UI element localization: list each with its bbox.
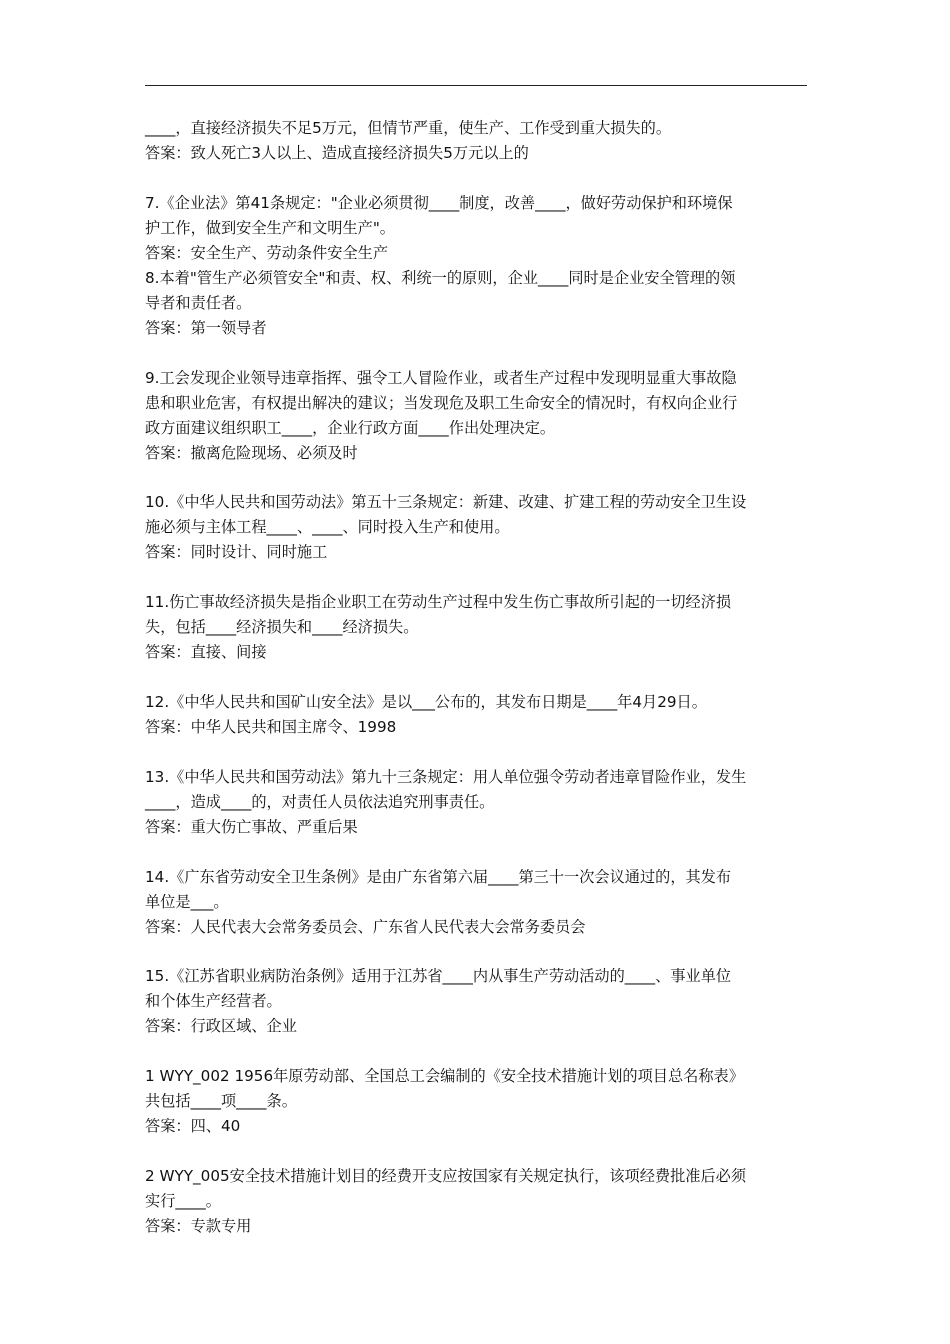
question-10-line-2: 施必须与主体工程____、____、同时投入生产和使用。: [145, 518, 510, 537]
question-8-line-2: 导者和责任者。: [145, 293, 252, 312]
paragraph-gap: [145, 1139, 807, 1164]
question-wyy005-line-2: 实行____。: [145, 1191, 221, 1210]
question-7-line-1: 7.《企业法》第41条规定："企业必须贯彻____制度，改善____，做好劳动保护和环境保: [145, 193, 733, 212]
paragraph-gap: [145, 341, 807, 366]
question-9-line-2: 患和职业危害，有权提出解决的建议；当发现危及职工生命安全的情况时，有权向企业行: [145, 393, 738, 412]
question-11-line-2: 失，包括____经济损失和____经济损失。: [145, 618, 419, 637]
question-12: 12.《中华人民共和国矿山安全法》是以___公布的，其发布日期是____年4月29日。: [145, 692, 707, 711]
document-body: [145, 116, 807, 1239]
question-13-line-2: ____，造成____的，对责任人员依法追究刑事责任。: [145, 792, 495, 811]
answer-15: 答案：行政区域、企业: [145, 1017, 297, 1036]
answer-line: 答案：致人死亡3人以上、造成直接经济损失5万元以上的: [145, 144, 529, 162]
question-10-line-1: 10.《中华人民共和国劳动法》第五十三条规定：新建、改建、扩建工程的劳动安全卫生设: [145, 493, 747, 512]
answer-wyy005: 答案：专款专用: [145, 1216, 252, 1235]
paragraph-gap: [145, 1039, 807, 1064]
paragraph-gap: [145, 665, 807, 690]
question-13-line-1: 13.《中华人民共和国劳动法》第九十三条规定：用人单位强令劳动者违章冒险作业，发生: [145, 767, 747, 786]
paragraph-gap: [145, 740, 807, 765]
question-7-line-2: 护工作，做到安全生产和文明生产"。: [145, 218, 395, 237]
text-line: ____，直接经济损失不足5万元，但情节严重，使生产、工作受到重大损失的。: [145, 119, 672, 137]
question-14-line-1: 14.《广东省劳动安全卫生条例》是由广东省第六届____第三十一次会议通过的，其发布: [145, 867, 732, 886]
question-15-line-2: 和个体生产经营者。: [145, 992, 282, 1011]
paragraph-gap: [145, 466, 807, 491]
question-11-line-1: 11.伤亡事故经济损失是指企业职工在劳动生产过程中发生伤亡事故所引起的一切经济损: [145, 593, 732, 612]
question-15-line-1: 15.《江苏省职业病防治条例》适用于江苏省____内从事生产劳动活动的____、事业单位: [145, 967, 732, 986]
answer-13: 答案：重大伤亡事故、严重后果: [145, 817, 358, 836]
answer-9: 答案：撤离危险现场、必须及时: [145, 443, 358, 462]
question-wyy002-line-1: 1 WYY_002 1956年原劳动部、全国总工会编制的《安全技术措施计划的项目总名称表》: [145, 1067, 744, 1086]
question-14-line-2: 单位是___。: [145, 892, 229, 911]
question-9-line-3: 政方面建议组织职工____，企业行政方面____作出处理决定。: [145, 418, 556, 437]
paragraph-gap: [145, 840, 807, 865]
question-wyy002-line-2: 共包括____项____条。: [145, 1092, 297, 1111]
question-9-line-1: 9.工会发现企业领导违章指挥、强令工人冒险作业，或者生产过程中发现明显重大事故隐: [145, 368, 737, 387]
answer-7: 答案：安全生产、劳动条件安全生产: [145, 243, 388, 262]
paragraph-gap: [145, 166, 807, 191]
answer-11: 答案：直接、间接: [145, 643, 267, 662]
question-8-line-1: 8.本着"管生产必须管安全"和责、权、利统一的原则，企业____同时是企业安全管理的领: [145, 268, 736, 287]
paragraph-gap: [145, 565, 807, 590]
answer-14: 答案：人民代表大会常务委员会、广东省人民代表大会常务委员会: [145, 917, 586, 936]
answer-10: 答案：同时设计、同时施工: [145, 543, 328, 562]
answer-wyy002: 答案：四、40: [145, 1117, 241, 1136]
answer-12: 答案：中华人民共和国主席令、1998: [145, 717, 397, 736]
answer-8: 答案：第一领导者: [145, 318, 267, 337]
question-wyy005-line-1: 2 WYY_005安全技术措施计划目的经费开支应按国家有关规定执行，该项经费批准后必须: [145, 1166, 747, 1185]
paragraph-gap: [145, 940, 807, 965]
header-rule: [145, 85, 807, 86]
